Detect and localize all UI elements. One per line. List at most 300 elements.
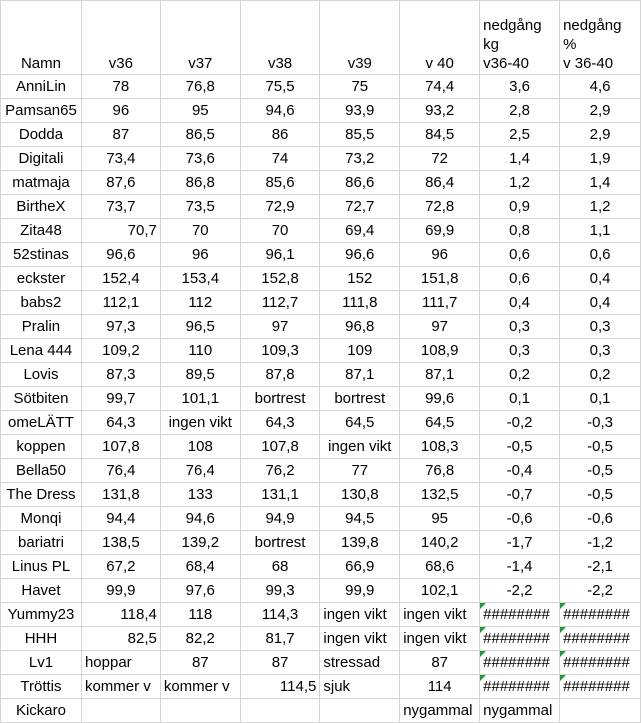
cell-v36[interactable] xyxy=(81,483,160,507)
cell-loss-kg[interactable] xyxy=(480,267,560,291)
cell-value: 96,5 xyxy=(185,318,215,335)
cell-v40[interactable] xyxy=(400,531,480,555)
header-v36[interactable]: v36 xyxy=(81,1,160,75)
cell-value: 69,4 xyxy=(345,222,375,239)
header-row xyxy=(1,1,641,75)
cell-v40[interactable] xyxy=(400,315,480,339)
cell-value: 84,5 xyxy=(425,126,455,143)
cell-v40[interactable] xyxy=(400,435,480,459)
cell-value: 96,6 xyxy=(345,246,375,263)
cell-v37[interactable] xyxy=(160,507,240,531)
table-row xyxy=(1,651,641,675)
cell-loss-pct[interactable] xyxy=(560,435,641,459)
cell-v39[interactable] xyxy=(320,99,400,123)
cell-v39[interactable] xyxy=(320,579,400,603)
header-loss-pct[interactable] xyxy=(560,1,641,75)
cell-v36[interactable] xyxy=(81,387,160,411)
cell-v39[interactable] xyxy=(320,75,400,99)
cell-value: 101,1 xyxy=(181,390,220,407)
cell-value: 138,5 xyxy=(102,534,140,551)
cell-v37[interactable] xyxy=(160,267,240,291)
cell-value: 133 xyxy=(187,486,213,503)
header-v38[interactable]: v38 xyxy=(240,1,320,75)
cell-v36[interactable] xyxy=(81,243,160,267)
cell-name[interactable]: AnniLin xyxy=(1,75,82,99)
cell-v37[interactable] xyxy=(160,147,240,171)
cell-v38[interactable] xyxy=(240,627,320,651)
cell-v40[interactable] xyxy=(400,291,480,315)
cell-v36[interactable] xyxy=(81,195,160,219)
cell-value: 87 xyxy=(112,126,130,143)
cell-value: -1,7 xyxy=(506,534,533,551)
cell-v37[interactable] xyxy=(160,603,240,627)
cell-value: 114,3 xyxy=(261,606,299,623)
cell-v37[interactable] xyxy=(160,219,240,243)
cell-v38[interactable] xyxy=(240,483,320,507)
cell-v39[interactable] xyxy=(320,531,400,555)
cell-value: 112 xyxy=(188,294,213,311)
cell-value: 76,8 xyxy=(425,462,455,479)
cell-v39[interactable] xyxy=(320,555,400,579)
cell-v36[interactable] xyxy=(81,555,160,579)
cell-v40[interactable] xyxy=(400,603,480,627)
cell-value: 97 xyxy=(271,318,289,335)
cell-loss-kg[interactable] xyxy=(480,123,560,147)
cell-v38[interactable] xyxy=(240,243,320,267)
cell-v40[interactable] xyxy=(400,651,480,675)
cell-v37[interactable] xyxy=(160,123,240,147)
cell-value: 151,8 xyxy=(420,270,459,287)
cell-v38[interactable] xyxy=(240,675,320,699)
cell-v36[interactable] xyxy=(81,699,160,723)
cell-name[interactable]: Pralin xyxy=(1,315,82,339)
cell-value: 108 xyxy=(187,438,213,455)
cell-value: 102,1 xyxy=(420,582,459,599)
cell-value: -0,5 xyxy=(587,438,613,455)
cell-value: 94,6 xyxy=(185,510,215,527)
cell-value: -0,5 xyxy=(587,486,613,503)
cell-v39[interactable] xyxy=(320,435,400,459)
cell-name[interactable]: Lv1 xyxy=(1,651,82,675)
cell-v40[interactable] xyxy=(400,627,480,651)
cell-name[interactable]: Digitali xyxy=(1,147,82,171)
cell-value: 111,7 xyxy=(422,294,458,311)
cell-loss-pct[interactable] xyxy=(560,315,641,339)
cell-v38[interactable] xyxy=(240,435,320,459)
cell-loss-pct[interactable] xyxy=(560,675,641,699)
cell-name[interactable]: Kickaro xyxy=(1,699,82,723)
cell-value: 64,5 xyxy=(345,414,375,431)
cell-v38[interactable] xyxy=(240,75,320,99)
cell-v39[interactable] xyxy=(320,411,400,435)
cell-value: 77 xyxy=(351,462,369,479)
cell-loss-pct[interactable] xyxy=(560,459,641,483)
cell-v40[interactable] xyxy=(400,699,480,723)
cell-v38[interactable] xyxy=(240,363,320,387)
cell-value: ######## xyxy=(483,606,550,623)
cell-value: 96 xyxy=(112,102,130,119)
cell-v37[interactable] xyxy=(160,699,240,723)
cell-value: 99,9 xyxy=(106,582,136,599)
cell-loss-kg[interactable] xyxy=(480,435,560,459)
cell-v37[interactable] xyxy=(160,435,240,459)
cell-v36[interactable] xyxy=(81,267,160,291)
cell-loss-kg[interactable] xyxy=(480,315,560,339)
cell-v37[interactable] xyxy=(160,483,240,507)
cell-value: 75 xyxy=(351,78,369,95)
cell-v37[interactable] xyxy=(160,171,240,195)
cell-v39[interactable] xyxy=(320,219,400,243)
cell-v40[interactable] xyxy=(400,387,480,411)
cell-loss-pct[interactable] xyxy=(560,339,641,363)
cell-value: 2,9 xyxy=(589,126,611,143)
cell-loss-kg[interactable] xyxy=(480,651,560,675)
cell-loss-kg[interactable] xyxy=(480,363,560,387)
cell-v40[interactable] xyxy=(400,267,480,291)
cell-name[interactable]: HHH xyxy=(1,627,82,651)
cell-name[interactable]: bariatri xyxy=(1,531,82,555)
cell-v38[interactable] xyxy=(240,651,320,675)
cell-v39[interactable] xyxy=(320,483,400,507)
cell-v36[interactable] xyxy=(81,147,160,171)
cell-loss-kg[interactable] xyxy=(480,627,560,651)
cell-name[interactable]: Tröttis xyxy=(1,675,82,699)
cell-loss-kg[interactable] xyxy=(480,411,560,435)
cell-v39[interactable] xyxy=(320,675,400,699)
table-row xyxy=(1,435,641,459)
table-row xyxy=(1,171,641,195)
cell-loss-pct[interactable] xyxy=(560,99,641,123)
cell-value: bortrest xyxy=(254,390,306,407)
cell-value: 73,2 xyxy=(345,150,375,167)
cell-v38[interactable] xyxy=(240,171,320,195)
cell-loss-kg[interactable] xyxy=(480,675,560,699)
cell-value: 132,5 xyxy=(420,486,459,503)
cell-name[interactable]: babs2 xyxy=(1,291,82,315)
cell-value: 107,8 xyxy=(261,438,299,455)
cell-loss-kg[interactable] xyxy=(480,99,560,123)
cell-value: 152,4 xyxy=(102,270,140,287)
cell-value: 0,3 xyxy=(509,342,531,359)
cell-v37[interactable] xyxy=(160,99,240,123)
cell-name[interactable]: Sötbiten xyxy=(1,387,82,411)
cell-v40[interactable] xyxy=(400,459,480,483)
cell-v36[interactable] xyxy=(81,99,160,123)
cell-loss-kg[interactable] xyxy=(480,555,560,579)
cell-v37[interactable] xyxy=(160,627,240,651)
cell-value: 3,6 xyxy=(509,78,531,95)
cell-v38[interactable] xyxy=(240,219,320,243)
cell-v39[interactable] xyxy=(320,171,400,195)
cell-value: 0,8 xyxy=(509,222,531,239)
cell-loss-kg[interactable] xyxy=(480,531,560,555)
cell-value: 87,1 xyxy=(345,366,375,383)
cell-v40[interactable] xyxy=(400,579,480,603)
cell-loss-kg[interactable] xyxy=(480,483,560,507)
cell-loss-kg[interactable] xyxy=(480,507,560,531)
cell-v37[interactable] xyxy=(160,675,240,699)
cell-name[interactable]: Linus PL xyxy=(1,555,82,579)
cell-value: 76,8 xyxy=(185,78,215,95)
cell-v40[interactable] xyxy=(400,555,480,579)
cell-name[interactable]: Monqi xyxy=(1,507,82,531)
cell-v36[interactable] xyxy=(81,627,160,651)
cell-v37[interactable] xyxy=(160,339,240,363)
cell-value: 2,8 xyxy=(509,102,531,119)
cell-v38[interactable] xyxy=(240,531,320,555)
cell-value: 96,1 xyxy=(265,246,295,263)
cell-v38[interactable] xyxy=(240,603,320,627)
cell-v38[interactable] xyxy=(240,579,320,603)
cell-v39[interactable] xyxy=(320,267,400,291)
cell-v39[interactable] xyxy=(320,243,400,267)
cell-v38[interactable] xyxy=(240,315,320,339)
cell-value: 87,1 xyxy=(425,366,455,383)
cell-value: 76,4 xyxy=(106,462,136,479)
header-loss-kg[interactable] xyxy=(480,1,560,75)
cell-v37[interactable] xyxy=(160,555,240,579)
table-row xyxy=(1,483,641,507)
cell-value: 0,9 xyxy=(509,198,531,215)
cell-loss-pct[interactable] xyxy=(560,411,641,435)
cell-v39[interactable] xyxy=(320,507,400,531)
cell-v39[interactable] xyxy=(320,387,400,411)
cell-name[interactable]: Zita48 xyxy=(1,219,82,243)
cell-v38[interactable] xyxy=(240,387,320,411)
cell-name[interactable]: Havet xyxy=(1,579,82,603)
header-v37[interactable]: v37 xyxy=(160,1,240,75)
cell-name[interactable]: 52stinas xyxy=(1,243,82,267)
cell-value: 114 xyxy=(427,678,452,695)
cell-v36[interactable] xyxy=(81,171,160,195)
cell-loss-kg[interactable] xyxy=(480,147,560,171)
table-row xyxy=(1,675,641,699)
table-row xyxy=(1,75,641,99)
cell-v38[interactable] xyxy=(240,99,320,123)
cell-value: 76,2 xyxy=(265,462,295,479)
cell-v36[interactable] xyxy=(81,603,160,627)
cell-loss-kg[interactable] xyxy=(480,219,560,243)
cell-v39[interactable] xyxy=(320,363,400,387)
cell-loss-pct[interactable] xyxy=(560,219,641,243)
cell-v38[interactable] xyxy=(240,291,320,315)
cell-loss-kg[interactable] xyxy=(480,195,560,219)
cell-v37[interactable] xyxy=(160,243,240,267)
cell-v40[interactable] xyxy=(400,339,480,363)
cell-name[interactable]: BirtheX xyxy=(1,195,82,219)
cell-loss-pct[interactable] xyxy=(560,651,641,675)
cell-v36[interactable] xyxy=(81,315,160,339)
header-name[interactable]: Namn xyxy=(1,1,82,75)
cell-loss-pct[interactable] xyxy=(560,123,641,147)
cell-v39[interactable] xyxy=(320,195,400,219)
cell-value: -0,5 xyxy=(587,462,613,479)
cell-v38[interactable] xyxy=(240,339,320,363)
cell-value: 81,7 xyxy=(265,630,295,647)
cell-v40[interactable] xyxy=(400,219,480,243)
cell-v39[interactable] xyxy=(320,651,400,675)
cell-v37[interactable] xyxy=(160,579,240,603)
cell-v38[interactable] xyxy=(240,123,320,147)
cell-v40[interactable] xyxy=(400,243,480,267)
cell-v40[interactable] xyxy=(400,171,480,195)
table-row xyxy=(1,315,641,339)
cell-v40[interactable] xyxy=(400,195,480,219)
cell-v38[interactable] xyxy=(240,459,320,483)
cell-v38[interactable] xyxy=(240,411,320,435)
header-v39[interactable]: v39 xyxy=(320,1,400,75)
cell-v37[interactable] xyxy=(160,315,240,339)
cell-v38[interactable] xyxy=(240,147,320,171)
cell-v36[interactable] xyxy=(81,123,160,147)
cell-v40[interactable] xyxy=(400,147,480,171)
cell-loss-pct[interactable] xyxy=(560,147,641,171)
cell-v37[interactable] xyxy=(160,291,240,315)
cell-loss-kg[interactable] xyxy=(480,243,560,267)
cell-name[interactable]: The Dress xyxy=(1,483,82,507)
cell-loss-kg[interactable] xyxy=(480,579,560,603)
cell-value: 86,5 xyxy=(185,126,215,143)
cell-loss-pct[interactable] xyxy=(560,267,641,291)
cell-v40[interactable] xyxy=(400,363,480,387)
cell-value: 0,4 xyxy=(589,294,611,311)
cell-loss-pct[interactable] xyxy=(560,699,641,723)
cell-v40[interactable] xyxy=(400,507,480,531)
cell-name[interactable]: Bella50 xyxy=(1,459,82,483)
cell-v38[interactable] xyxy=(240,267,320,291)
cell-loss-kg[interactable] xyxy=(480,459,560,483)
cell-v37[interactable] xyxy=(160,387,240,411)
cell-name[interactable]: Pamsan65 xyxy=(1,99,82,123)
cell-v40[interactable] xyxy=(400,483,480,507)
cell-loss-kg[interactable] xyxy=(480,387,560,411)
cell-value: bortrest xyxy=(254,534,306,551)
cell-v37[interactable] xyxy=(160,651,240,675)
cell-v37[interactable] xyxy=(160,195,240,219)
cell-v37[interactable] xyxy=(160,363,240,387)
cell-value: 96 xyxy=(431,246,449,263)
cell-value: sjuk xyxy=(323,678,351,695)
cell-v38[interactable] xyxy=(240,699,320,723)
cell-loss-kg[interactable] xyxy=(480,75,560,99)
cell-name[interactable]: Lovis xyxy=(1,363,82,387)
cell-loss-pct[interactable] xyxy=(560,171,641,195)
cell-value: 68,6 xyxy=(425,558,455,575)
cell-v36[interactable] xyxy=(81,75,160,99)
cell-loss-pct[interactable] xyxy=(560,555,641,579)
cell-v36[interactable] xyxy=(81,339,160,363)
cell-loss-kg[interactable] xyxy=(480,339,560,363)
cell-v38[interactable] xyxy=(240,507,320,531)
cell-v38[interactable] xyxy=(240,555,320,579)
cell-v40[interactable] xyxy=(400,75,480,99)
cell-loss-kg[interactable] xyxy=(480,291,560,315)
cell-loss-pct[interactable] xyxy=(560,75,641,99)
cell-v36[interactable] xyxy=(81,675,160,699)
header-loss-pct-text: nedgång % v 36-40 xyxy=(563,17,622,72)
cell-v37[interactable] xyxy=(160,459,240,483)
cell-value: 2,5 xyxy=(509,126,531,143)
cell-name[interactable]: omeLÄTT xyxy=(1,411,82,435)
cell-value: ######## xyxy=(563,678,630,695)
cell-value: 99,9 xyxy=(345,582,375,599)
cell-value: 82,5 xyxy=(127,630,157,647)
cell-v36[interactable] xyxy=(81,219,160,243)
cell-v39[interactable] xyxy=(320,459,400,483)
cell-loss-pct[interactable] xyxy=(560,579,641,603)
cell-loss-kg[interactable] xyxy=(480,699,560,723)
cell-v36[interactable] xyxy=(81,291,160,315)
cell-v39[interactable] xyxy=(320,627,400,651)
cell-loss-pct[interactable] xyxy=(560,627,641,651)
cell-loss-pct[interactable] xyxy=(560,507,641,531)
cell-value: 96,8 xyxy=(345,318,375,335)
cell-v40[interactable] xyxy=(400,411,480,435)
cell-loss-pct[interactable] xyxy=(560,291,641,315)
cell-v36[interactable] xyxy=(81,459,160,483)
cell-name[interactable]: koppen xyxy=(1,435,82,459)
cell-v40[interactable] xyxy=(400,99,480,123)
header-v40[interactable]: v 40 xyxy=(400,1,480,75)
cell-v37[interactable] xyxy=(160,75,240,99)
cell-loss-kg[interactable] xyxy=(480,171,560,195)
table-row xyxy=(1,267,641,291)
cell-v37[interactable] xyxy=(160,411,240,435)
cell-v36[interactable] xyxy=(81,411,160,435)
cell-v38[interactable] xyxy=(240,195,320,219)
cell-v39[interactable] xyxy=(320,147,400,171)
cell-name[interactable]: Lena 444 xyxy=(1,339,82,363)
cell-loss-pct[interactable] xyxy=(560,243,641,267)
table-row xyxy=(1,411,641,435)
cell-value: 130,8 xyxy=(341,486,379,503)
cell-name[interactable]: matmaja xyxy=(1,171,82,195)
cell-v36[interactable] xyxy=(81,579,160,603)
cell-v36[interactable] xyxy=(81,651,160,675)
cell-v39[interactable] xyxy=(320,123,400,147)
cell-v40[interactable] xyxy=(400,123,480,147)
cell-loss-pct[interactable] xyxy=(560,531,641,555)
cell-value: ######## xyxy=(483,678,550,695)
cell-value: ######## xyxy=(483,630,550,647)
cell-loss-pct[interactable] xyxy=(560,483,641,507)
cell-loss-pct[interactable] xyxy=(560,195,641,219)
cell-v39[interactable] xyxy=(320,603,400,627)
error-indicator-icon xyxy=(560,675,566,681)
cell-value: 97,6 xyxy=(185,582,215,599)
cell-v36[interactable] xyxy=(81,531,160,555)
cell-v40[interactable] xyxy=(400,675,480,699)
cell-value: 72,9 xyxy=(265,198,295,215)
cell-v39[interactable] xyxy=(320,291,400,315)
cell-v36[interactable] xyxy=(81,435,160,459)
cell-v36[interactable] xyxy=(81,363,160,387)
cell-name[interactable]: Yummy23 xyxy=(1,603,82,627)
cell-value: -1,4 xyxy=(506,558,533,575)
cell-loss-kg[interactable] xyxy=(480,603,560,627)
cell-v36[interactable] xyxy=(81,507,160,531)
cell-name[interactable]: eckster xyxy=(1,267,82,291)
cell-v39[interactable] xyxy=(320,339,400,363)
cell-loss-pct[interactable] xyxy=(560,387,641,411)
cell-loss-pct[interactable] xyxy=(560,363,641,387)
cell-loss-pct[interactable] xyxy=(560,603,641,627)
cell-name[interactable]: Dodda xyxy=(1,123,82,147)
cell-value: 0,3 xyxy=(589,318,611,335)
cell-v39[interactable] xyxy=(320,699,400,723)
cell-v37[interactable] xyxy=(160,531,240,555)
cell-v39[interactable] xyxy=(320,315,400,339)
